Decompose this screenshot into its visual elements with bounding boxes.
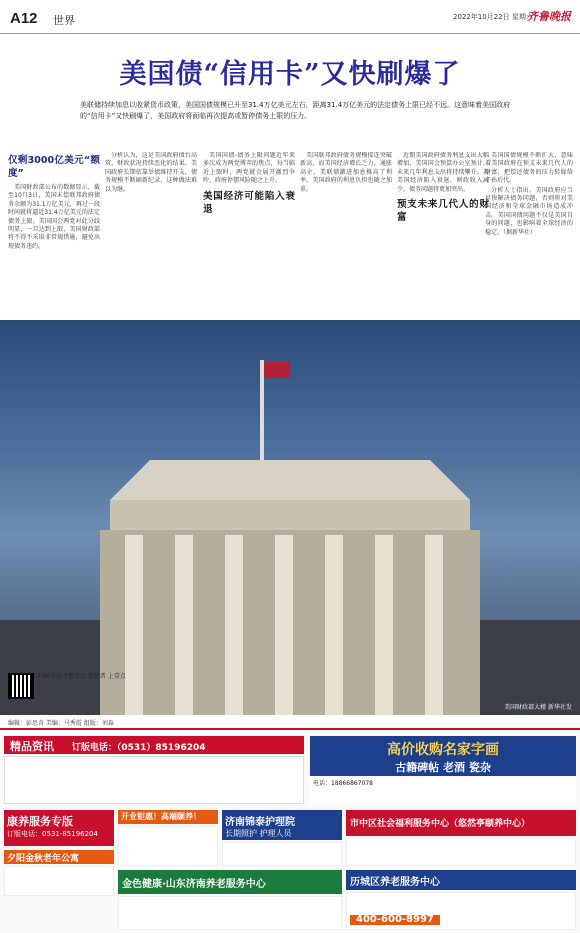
column-text: 美国财政部公布的数据显示，截至10月3日，美国未偿联邦政府债务余额为31.1万亿美元，再过一段时间就将逼近31.4万亿美元的法定债务上限。美国国会两党对此分歧明显，一旦达到上限，美国财政部将不得不采取非常规措施，避免出现债务违约。 <box>8 184 100 250</box>
ad-title: 夕阳金秋老年公寓 <box>7 854 80 864</box>
ad-phone: 订版电话：（0531）85196204 <box>71 743 206 753</box>
ad-care-banner <box>4 810 114 846</box>
ad-title: 开业钜惠！高端颐养！ <box>121 812 201 821</box>
ads-section <box>0 728 580 933</box>
ad-subtitle: 长期照护 护理人员 <box>225 829 292 838</box>
ad-title: 市中区社会福利服务中心（悠然亭颐养中心） <box>350 819 531 829</box>
column-text: 近期美国政府债务利息支出大幅增加，美国国会预算办公室预计，未来几年利息支出将持续攀升。若美国经济陷入衰退，财政收入减少，债务问题将更加突出。 <box>397 152 489 193</box>
ad-elderly-center-details <box>118 896 342 930</box>
ad-phone: 400-600-8997 <box>350 915 440 925</box>
ad-nursing-details <box>222 842 342 866</box>
ad-classified-banner <box>4 736 304 754</box>
ad-title: 历城区养老服务中心 <box>350 877 440 888</box>
article-column-1 <box>8 150 100 252</box>
ad-antique-banner <box>310 736 576 776</box>
ad-welfare-banner <box>346 810 576 836</box>
ad-antique-details <box>310 778 576 804</box>
article-column-6 <box>485 152 573 238</box>
article-column-3 <box>203 152 295 220</box>
ad-title: 精品资讯 <box>10 740 54 753</box>
lead-paragraph: 美联储持续加息以收紧货币政策，美国国债规模已升至31.4万亿美元左右，距离31.4万亿美元的法定债务上限已经不远。这意味着美国政府的“信用卡”又快刷爆了，美国政府将面临再次提高或暂停债务上限的压力。 <box>80 101 511 120</box>
page-date: 2022年10月22日 星期六 <box>453 13 533 21</box>
column-text: 分析认为，这是美国政府债台高筑、财政状况持续恶化的结果。美国政府长期依靠举债维持开支，债务规模不断刷新纪录，这种做法难以为继。 <box>105 152 197 193</box>
newspaper-logo: 齐鲁晚报 <box>527 10 571 23</box>
column-text: 美国国债-债务上限问题近年来多次成为两党博弈的焦点，每当临近上限时，两党就会展开激烈争吵，政府停摆风险随之上升。 <box>203 152 295 185</box>
ad-welfare-details <box>346 838 576 866</box>
ad-nursing-banner <box>222 810 342 840</box>
ad-apartment-details <box>4 866 114 896</box>
page-header <box>0 0 580 34</box>
ad-elderly-center-banner <box>118 870 342 894</box>
ad-subtitle: 古籍碑帖 老酒 瓷杂 <box>395 761 491 774</box>
ad-apartment-banner <box>4 850 114 864</box>
ad-opening-banner <box>118 810 218 824</box>
ad-licheng-details <box>346 892 576 930</box>
ad-licheng-banner <box>346 870 576 890</box>
ad-opening-details <box>118 826 218 866</box>
headline: 美国债“信用卡”又快刷爆了 <box>119 59 461 90</box>
column-text: 分析人士指出，美国政府应当尽快解决债务问题，否则将对美国经济和全球金融市场造成冲击。美国国债问题不仅是美国自身的问题，也影响着全球经济的稳定。（据新华社） <box>485 186 573 236</box>
ad-title: 济南锦泰护理院 <box>225 817 295 828</box>
ad-phone: 订版电话：0531-85196204 <box>7 830 98 838</box>
column-text: 美国国债规模不断扩大，意味着美国政府在预支未来几代人的财富，把偿还债务的压力转嫁给子孙后代。 <box>485 152 573 185</box>
ad-classified-grid <box>4 756 304 804</box>
ad-phone: 电话：18866867078 <box>313 780 373 787</box>
ad-title: 金色健康·山东济南养老服务中心 <box>122 879 266 890</box>
column-text: 美国联邦政府债务规模接连突破新高，而美国经济增长乏力，通胀高企，美联储激进加息推高了利率，美国政府的利息负担也随之加重。 <box>300 152 392 193</box>
article-column-2 <box>105 152 197 195</box>
treasury-building-photo <box>0 320 580 715</box>
subhead-3: 预支未来几代人的财富 <box>397 199 489 224</box>
page-number: A12 <box>10 10 38 27</box>
article-column-5 <box>397 152 489 228</box>
photo-caption: 美国财政部大楼 新华社发 <box>504 704 572 711</box>
subhead-1: 仅剩3000亿美元“额度” <box>8 155 100 179</box>
ad-title: 康养服务专版 <box>7 815 73 828</box>
building-illustration <box>0 320 580 715</box>
subhead-2: 美国经济可能陷入衰退 <box>203 190 295 215</box>
qr-caption: 扫码下载齐鲁壹点 找记者 上壹点 <box>38 673 126 680</box>
section-name: 世界 <box>53 14 75 27</box>
qr-code-icon[interactable] <box>8 673 34 699</box>
editor-credits: 编辑：彭思奇 美编：马秀霞 组版：刘淼 <box>8 720 114 727</box>
ad-title: 高价收购名家字画 <box>387 742 499 758</box>
article-column-4 <box>300 152 392 195</box>
